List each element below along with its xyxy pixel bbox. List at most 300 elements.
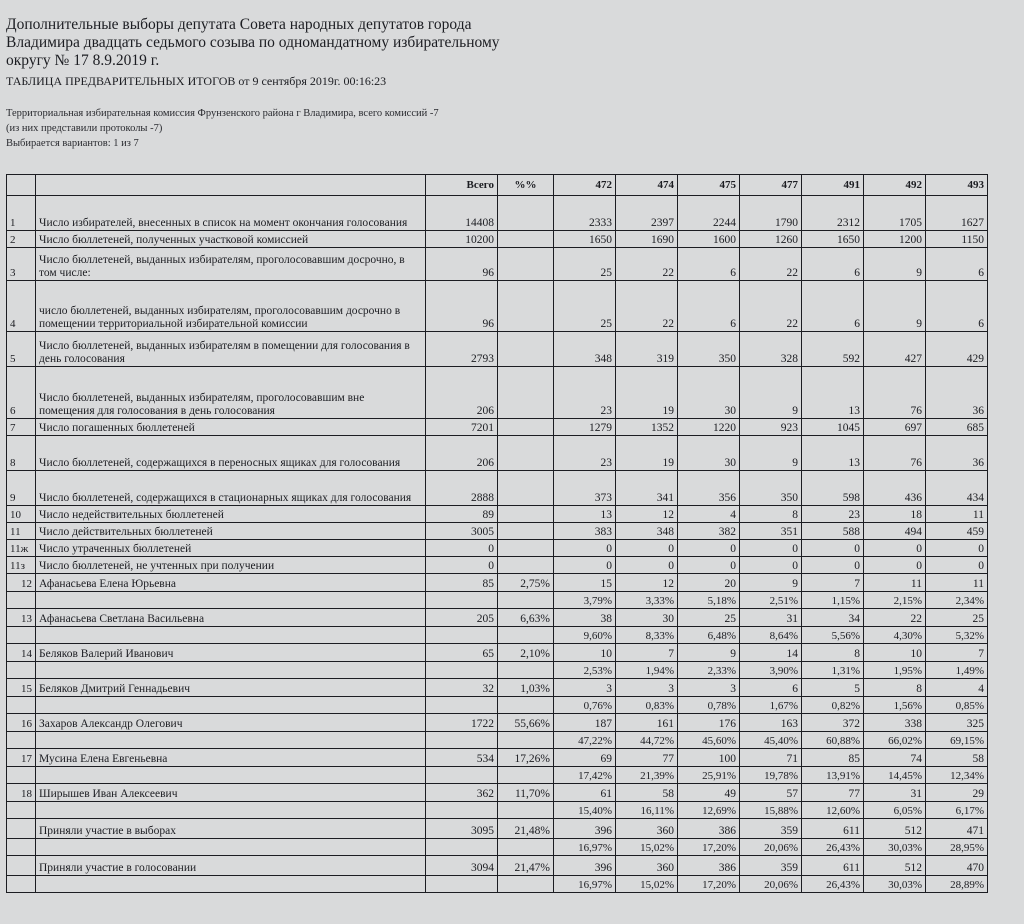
candidate-total: 534 [426,749,498,767]
protocol-row [7,281,988,332]
percent-cell: 5,56% [802,627,864,644]
vote-cell: 360 [616,819,678,839]
vote-cell: 29 [926,784,988,802]
candidate-percent-row [7,876,988,893]
candidate-number [7,856,36,876]
value-cell: 6 [802,248,864,281]
empty-cell [7,592,36,609]
value-cell: 429 [926,332,988,367]
column-header-total: Всего [426,175,498,196]
candidate-number: 17 [7,749,36,767]
candidate-total: 85 [426,574,498,592]
value-cell: 96 [426,248,498,281]
value-cell [498,332,554,367]
vote-cell: 386 [678,819,740,839]
percent-cell: 16,11% [616,802,678,819]
protocol-row [7,471,988,506]
percent-cell: 1,67% [740,697,802,714]
candidate-total: 362 [426,784,498,802]
column-header-precinct: 493 [926,175,988,196]
value-cell: 436 [864,471,926,506]
empty-cell [36,802,426,819]
candidate-name: Приняли участие в голосовании [36,856,426,876]
value-cell: 9 [740,436,802,471]
row-number: 2 [7,231,36,248]
value-cell: 0 [926,557,988,574]
corner-cell [7,175,36,196]
empty-cell [498,876,554,893]
candidate-name: Ширышев Иван Алексеевич [36,784,426,802]
value-cell: 1790 [740,196,802,231]
vote-cell: 20 [678,574,740,592]
vote-cell: 77 [802,784,864,802]
value-cell: 341 [616,471,678,506]
vote-cell: 8 [864,679,926,697]
candidate-total: 32 [426,679,498,697]
value-cell: 2397 [616,196,678,231]
row-label: Число недействительных бюллетеней [36,506,426,523]
value-cell: 1352 [616,419,678,436]
value-cell: 1150 [926,231,988,248]
percent-cell: 28,95% [926,839,988,856]
empty-cell [426,802,498,819]
candidate-number: 12 [7,574,36,592]
value-cell: 434 [926,471,988,506]
empty-cell [498,662,554,679]
empty-cell [36,627,426,644]
candidate-name: Приняли участие в выборах [36,819,426,839]
empty-cell [36,662,426,679]
value-cell: 0 [740,557,802,574]
percent-cell: 30,03% [864,839,926,856]
percent-cell: 3,79% [554,592,616,609]
title-line: Владимира двадцать седьмого созыва по одномандатному избирательному [6,34,500,51]
vote-cell: 22 [864,609,926,627]
vote-cell: 163 [740,714,802,732]
candidate-name: Афанасьева Елена Юрьевна [36,574,426,592]
protocol-row [7,231,988,248]
value-cell: 9 [740,367,802,419]
row-number: 9 [7,471,36,506]
vote-cell: 359 [740,856,802,876]
candidate-percent: 11,70% [498,784,554,802]
percent-cell: 66,02% [864,732,926,749]
candidate-number: 18 [7,784,36,802]
candidate-percent: 21,47% [498,856,554,876]
candidate-percent-row [7,592,988,609]
percent-cell: 1,95% [864,662,926,679]
percent-cell: 0,76% [554,697,616,714]
empty-cell [498,732,554,749]
percent-cell: 20,06% [740,876,802,893]
percent-cell: 60,88% [802,732,864,749]
value-cell: 22 [616,248,678,281]
vote-cell: 176 [678,714,740,732]
vote-cell: 71 [740,749,802,767]
vote-cell: 11 [926,574,988,592]
candidate-name: Афанасьева Светлана Васильевна [36,609,426,627]
value-cell: 22 [740,248,802,281]
value-cell: 1200 [864,231,926,248]
row-number: 11з [7,557,36,574]
row-label: Число бюллетеней, не учтенных при получении [36,557,426,574]
row-label: Число бюллетеней, содержащихся в стационарных ящиках для голосования [36,471,426,506]
value-cell: 6 [678,281,740,332]
value-cell: 2888 [426,471,498,506]
value-cell: 1220 [678,419,740,436]
row-label: Число бюллетеней, выданных избирателям, проголосовавшим вне помещения для голосования в день голосования [36,367,426,419]
percent-cell: 16,97% [554,839,616,856]
empty-cell [36,697,426,714]
candidate-percent-row [7,839,988,856]
document-title [6,16,566,70]
value-cell: 8 [740,506,802,523]
protocol-row [7,523,988,540]
value-cell [498,248,554,281]
vote-cell: 74 [864,749,926,767]
value-cell: 0 [426,557,498,574]
percent-cell: 25,91% [678,767,740,784]
candidate-number [7,819,36,839]
candidate-name: Захаров Александр Олегович [36,714,426,732]
percent-cell: 2,51% [740,592,802,609]
row-label: Число действительных бюллетеней [36,523,426,540]
value-cell: 23 [554,436,616,471]
percent-cell: 9,60% [554,627,616,644]
empty-cell [498,767,554,784]
vote-cell: 386 [678,856,740,876]
empty-cell [426,767,498,784]
commission-info [6,106,439,151]
vote-cell: 77 [616,749,678,767]
vote-cell: 325 [926,714,988,732]
row-label: Число погашенных бюллетеней [36,419,426,436]
empty-cell [498,802,554,819]
value-cell: 0 [554,540,616,557]
vote-cell: 512 [864,856,926,876]
value-cell: 11 [926,506,988,523]
empty-cell [7,697,36,714]
candidate-percent-row [7,732,988,749]
column-header-precinct: 477 [740,175,802,196]
value-cell: 12 [616,506,678,523]
percent-cell: 15,02% [616,876,678,893]
column-header-percent: %% [498,175,554,196]
vote-cell: 10 [554,644,616,662]
candidate-votes-row [7,784,988,802]
row-number: 8 [7,436,36,471]
empty-cell [36,767,426,784]
value-cell: 36 [926,367,988,419]
percent-cell: 12,60% [802,802,864,819]
value-cell: 25 [554,281,616,332]
vote-cell: 3 [616,679,678,697]
percent-cell: 1,31% [802,662,864,679]
column-header-precinct: 474 [616,175,678,196]
percent-cell: 2,34% [926,592,988,609]
value-cell: 4 [678,506,740,523]
row-label: Число бюллетеней, выданных избирателям, проголосовавшим досрочно, в том числе: [36,248,426,281]
value-cell: 206 [426,367,498,419]
value-cell: 0 [926,540,988,557]
candidate-name: Мусина Елена Евгеньевна [36,749,426,767]
empty-cell [426,732,498,749]
candidate-percent-row [7,627,988,644]
value-cell: 1600 [678,231,740,248]
protocol-row [7,557,988,574]
value-cell: 19 [616,436,678,471]
vote-cell: 3 [678,679,740,697]
vote-cell: 161 [616,714,678,732]
value-cell: 923 [740,419,802,436]
candidate-total: 205 [426,609,498,627]
percent-cell: 30,03% [864,876,926,893]
candidate-votes-row [7,856,988,876]
vote-cell: 396 [554,819,616,839]
vote-cell: 7 [926,644,988,662]
title-line: округу № 17 8.9.2019 г. [6,52,160,69]
vote-cell: 611 [802,856,864,876]
percent-cell: 12,69% [678,802,740,819]
value-cell [498,231,554,248]
value-cell [498,471,554,506]
table-subtitle: ТАБЛИЦА ПРЕДВАРИТЕЛЬНЫХ ИТОГОВ от 9 сентября 2019г. 00:16:23 [6,74,387,88]
candidate-name: Беляков Валерий Иванович [36,644,426,662]
candidate-percent: 6,63% [498,609,554,627]
value-cell: 89 [426,506,498,523]
value-cell: 6 [926,281,988,332]
value-cell: 22 [740,281,802,332]
value-cell: 7201 [426,419,498,436]
vote-cell: 611 [802,819,864,839]
value-cell: 1045 [802,419,864,436]
table-header-row [7,175,988,196]
value-cell: 0 [678,540,740,557]
vote-cell: 12 [616,574,678,592]
value-cell: 6 [678,248,740,281]
value-cell: 685 [926,419,988,436]
candidate-votes-row [7,714,988,732]
vote-cell: 512 [864,819,926,839]
empty-cell [498,592,554,609]
percent-cell: 1,94% [616,662,678,679]
percent-cell: 0,78% [678,697,740,714]
value-cell: 0 [678,557,740,574]
value-cell: 0 [426,540,498,557]
percent-cell: 47,22% [554,732,616,749]
candidate-total: 3094 [426,856,498,876]
value-cell: 0 [554,557,616,574]
percent-cell: 44,72% [616,732,678,749]
percent-cell: 1,49% [926,662,988,679]
vote-cell: 7 [616,644,678,662]
percent-cell: 2,33% [678,662,740,679]
empty-cell [426,627,498,644]
value-cell: 0 [802,557,864,574]
info-line: Территориальная избирательная комиссия Фрунзенского района г Владимира, всего комиссий -7 [6,108,439,119]
value-cell [498,367,554,419]
percent-cell: 3,33% [616,592,678,609]
vote-cell: 61 [554,784,616,802]
percent-cell: 8,33% [616,627,678,644]
protocol-row [7,419,988,436]
value-cell: 1279 [554,419,616,436]
vote-cell: 49 [678,784,740,802]
empty-cell [7,876,36,893]
percent-cell: 4,30% [864,627,926,644]
vote-cell: 14 [740,644,802,662]
value-cell: 383 [554,523,616,540]
percent-cell: 17,20% [678,876,740,893]
protocol-row [7,196,988,231]
row-number: 3 [7,248,36,281]
value-cell: 494 [864,523,926,540]
vote-cell: 31 [740,609,802,627]
percent-cell: 3,90% [740,662,802,679]
candidate-votes-row [7,609,988,627]
row-label: Число утраченных бюллетеней [36,540,426,557]
candidate-percent-row [7,802,988,819]
value-cell: 14408 [426,196,498,231]
value-cell: 382 [678,523,740,540]
value-cell: 351 [740,523,802,540]
candidate-percent: 21,48% [498,819,554,839]
value-cell: 6 [926,248,988,281]
candidate-percent: 2,75% [498,574,554,592]
empty-cell [36,592,426,609]
protocol-row [7,506,988,523]
value-cell: 6 [802,281,864,332]
percent-cell: 26,43% [802,839,864,856]
vote-cell: 9 [740,574,802,592]
percent-cell: 6,17% [926,802,988,819]
value-cell: 23 [802,506,864,523]
row-number: 1 [7,196,36,231]
vote-cell: 471 [926,819,988,839]
value-cell [498,281,554,332]
empty-cell [36,732,426,749]
percent-cell: 0,85% [926,697,988,714]
percent-cell: 15,40% [554,802,616,819]
candidate-votes-row [7,819,988,839]
info-line: (из них представили протоколы -7) [6,123,163,134]
row-number: 4 [7,281,36,332]
value-cell: 30 [678,367,740,419]
candidate-votes-row [7,644,988,662]
value-cell: 1650 [554,231,616,248]
value-cell: 13 [802,436,864,471]
candidate-number: 14 [7,644,36,662]
empty-cell [7,627,36,644]
value-cell: 0 [616,540,678,557]
value-cell [498,557,554,574]
protocol-row [7,540,988,557]
vote-cell: 187 [554,714,616,732]
empty-cell [7,732,36,749]
percent-cell: 0,82% [802,697,864,714]
protocol-row [7,248,988,281]
candidate-percent-row [7,767,988,784]
empty-cell [36,839,426,856]
value-cell [498,540,554,557]
percent-cell: 0,83% [616,697,678,714]
value-cell: 0 [864,540,926,557]
vote-cell: 31 [864,784,926,802]
empty-cell [498,627,554,644]
vote-cell: 34 [802,609,864,627]
vote-cell: 9 [678,644,740,662]
percent-cell: 16,97% [554,876,616,893]
vote-cell: 38 [554,609,616,627]
empty-cell [426,839,498,856]
percent-cell: 28,89% [926,876,988,893]
row-number: 7 [7,419,36,436]
value-cell: 1627 [926,196,988,231]
value-cell: 348 [616,523,678,540]
candidate-percent-row [7,662,988,679]
candidate-percent-row [7,697,988,714]
vote-cell: 100 [678,749,740,767]
percent-cell: 2,15% [864,592,926,609]
vote-cell: 10 [864,644,926,662]
percent-cell: 13,91% [802,767,864,784]
percent-cell: 15,88% [740,802,802,819]
vote-cell: 69 [554,749,616,767]
protocol-row [7,436,988,471]
corner-cell [36,175,426,196]
value-cell: 1650 [802,231,864,248]
value-cell: 2333 [554,196,616,231]
row-number: 6 [7,367,36,419]
candidate-total: 1722 [426,714,498,732]
percent-cell: 69,15% [926,732,988,749]
column-header-precinct: 492 [864,175,926,196]
percent-cell: 5,18% [678,592,740,609]
value-cell: 2793 [426,332,498,367]
vote-cell: 58 [926,749,988,767]
percent-cell: 19,78% [740,767,802,784]
empty-cell [498,697,554,714]
empty-cell [426,697,498,714]
percent-cell: 12,34% [926,767,988,784]
row-label: Число бюллетеней, содержащихся в переносных ящиках для голосования [36,436,426,471]
row-label: Число бюллетеней, полученных участковой комиссией [36,231,426,248]
vote-cell: 30 [616,609,678,627]
vote-cell: 7 [802,574,864,592]
percent-cell: 14,45% [864,767,926,784]
vote-cell: 15 [554,574,616,592]
value-cell: 0 [616,557,678,574]
value-cell: 598 [802,471,864,506]
value-cell: 22 [616,281,678,332]
vote-cell: 58 [616,784,678,802]
protocol-row [7,367,988,419]
value-cell: 1690 [616,231,678,248]
column-header-precinct: 491 [802,175,864,196]
percent-cell: 1,56% [864,697,926,714]
column-header-precinct: 472 [554,175,616,196]
value-cell: 76 [864,367,926,419]
percent-cell: 8,64% [740,627,802,644]
value-cell: 0 [864,557,926,574]
row-label: число бюллетеней, выданных избирателям, проголосовавшим досрочно в помещении территориальной избирательной комиссии [36,281,426,332]
candidate-votes-row [7,749,988,767]
vote-cell: 338 [864,714,926,732]
row-number: 11 [7,523,36,540]
percent-cell: 6,48% [678,627,740,644]
vote-cell: 3 [554,679,616,697]
row-number: 11ж [7,540,36,557]
